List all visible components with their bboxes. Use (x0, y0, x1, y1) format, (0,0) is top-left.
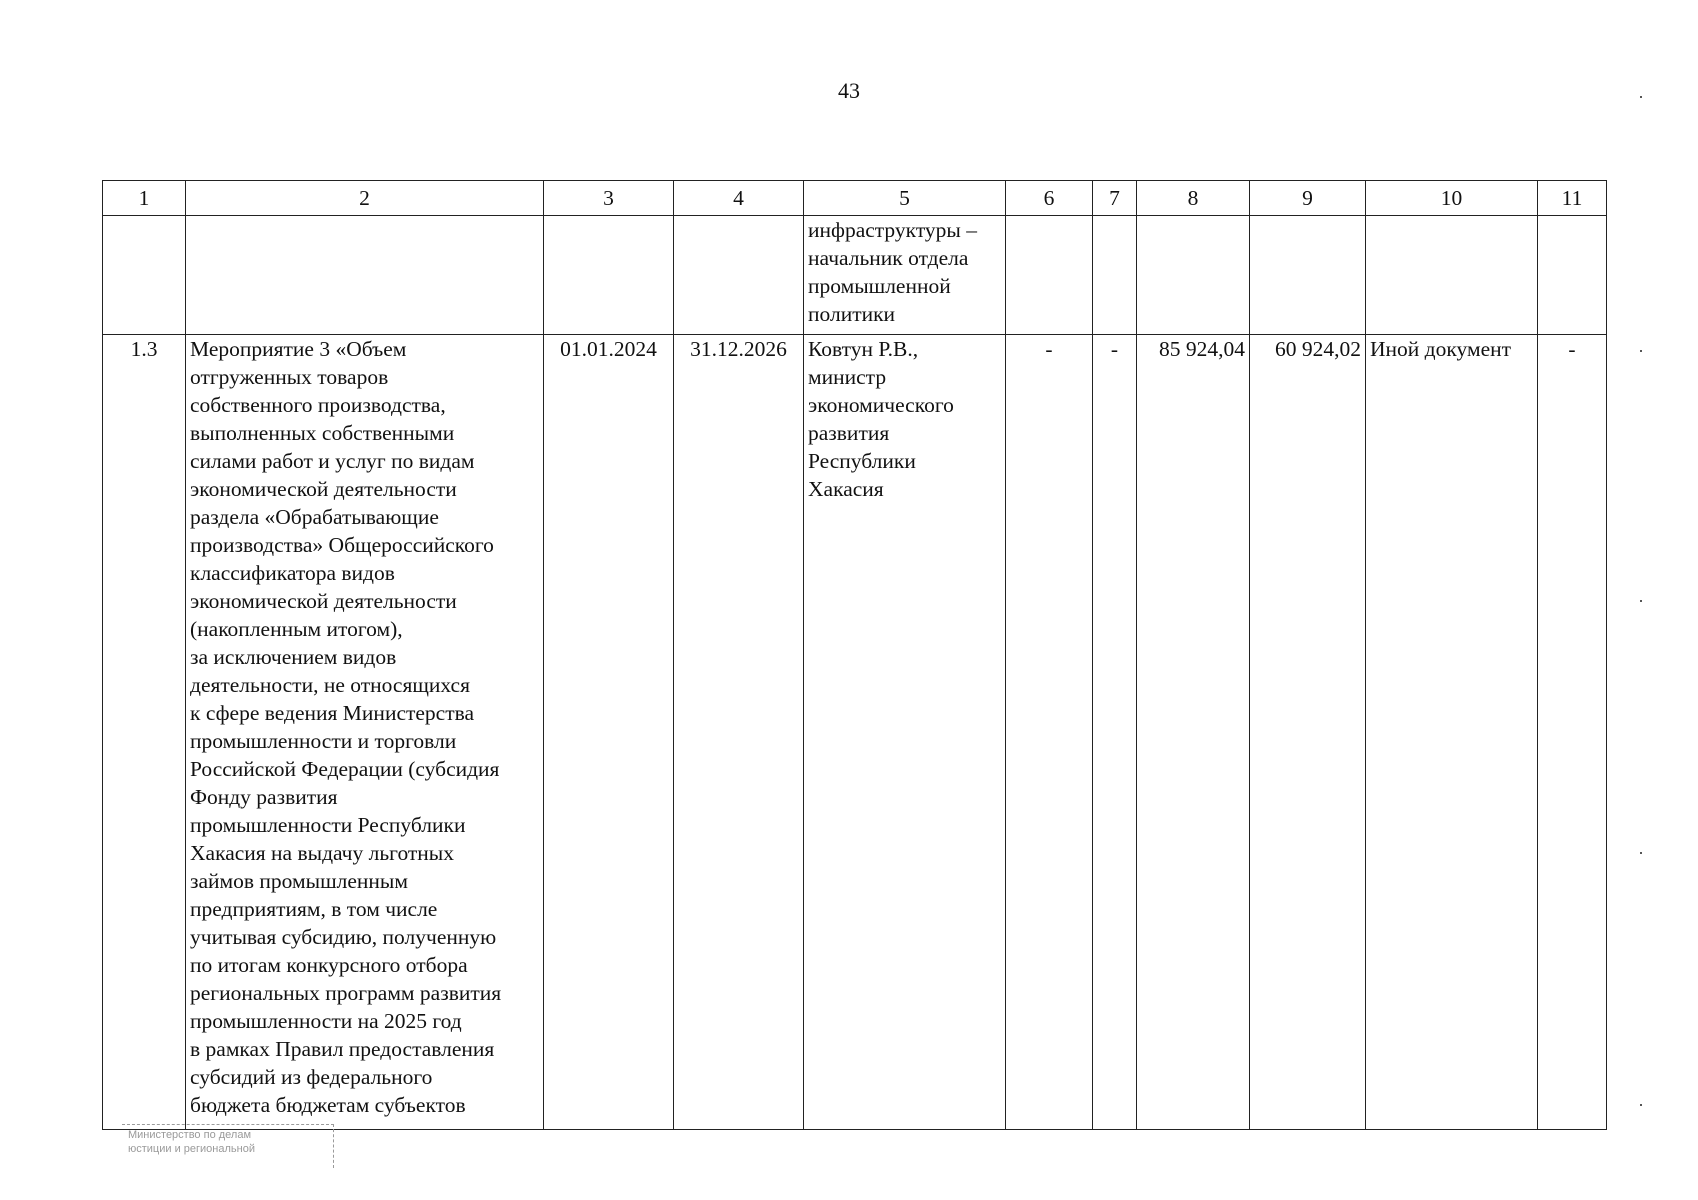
cell-empty (544, 216, 674, 335)
text-line: отгруженных товаров (190, 365, 389, 389)
stamp-line: Министерство по делам (128, 1129, 252, 1141)
header-row (103, 181, 1607, 216)
scan-dot (1640, 350, 1642, 352)
cell-description (186, 335, 544, 1130)
column-header-8: 8 (1137, 181, 1250, 216)
table-row-1-3 (103, 335, 1607, 1130)
cell-col6: - (1006, 335, 1093, 1130)
cell-responsible (804, 335, 1006, 1130)
cell-responsible-continuation (804, 216, 1006, 335)
cell-empty (1250, 216, 1366, 335)
text-line: субсидий из федерального (190, 1065, 433, 1089)
cell-start-date: 01.01.2024 (544, 335, 674, 1130)
scan-dot (1640, 852, 1642, 854)
text-line: развития (808, 421, 890, 445)
cell-empty (186, 216, 544, 335)
table-row-continuation (103, 216, 1607, 335)
text-line: экономического (808, 393, 954, 417)
text-line: Ковтун Р.В., (808, 337, 919, 361)
cell-empty (1538, 216, 1607, 335)
cell-empty (103, 216, 186, 335)
scan-dot (1640, 96, 1642, 98)
column-header-6: 6 (1006, 181, 1093, 216)
text-line: классификатора видов (190, 561, 395, 585)
text-line: бюджета бюджетам субъектов (190, 1093, 466, 1117)
text-line: министр (808, 365, 887, 389)
text-line: собственного производства, (190, 393, 446, 417)
cell-empty (674, 216, 804, 335)
page-number: 43 (838, 78, 860, 103)
text-line: деятельности, не относящихся (190, 673, 470, 697)
text-line: Хакасия (808, 477, 884, 501)
column-header-9: 9 (1250, 181, 1366, 216)
text-line: Российской Федерации (субсидия (190, 757, 500, 781)
text-line: промышленности Республики (190, 813, 466, 837)
text-line: силами работ и услуг по видам (190, 449, 475, 473)
text-line: инфраструктуры – (808, 218, 977, 242)
text-line: экономической деятельности (190, 589, 457, 613)
column-header-1: 1 (103, 181, 186, 216)
text-line: к сфере ведения Министерства (190, 701, 475, 725)
text-line: раздела «Обрабатывающие (190, 505, 439, 529)
cell-col7: - (1093, 335, 1137, 1130)
text-line: промышленности и торговли (190, 729, 457, 753)
text-line: экономической деятельности (190, 477, 457, 501)
activities-table (102, 180, 1607, 1130)
text-line: Мероприятие 3 «Объем (190, 337, 407, 361)
text-line: производства» Общероссийского (190, 533, 494, 557)
cell-document-type: Иной документ (1366, 335, 1538, 1130)
text-line: начальник отдела (808, 246, 969, 270)
cell-empty (1006, 216, 1093, 335)
column-header-4: 4 (674, 181, 804, 216)
text-line: предприятиям, в том числе (190, 897, 438, 921)
text-line: за исключением видов (190, 645, 397, 669)
scan-dot (1640, 1104, 1642, 1106)
cell-col9-amount: 60 924,02 (1250, 335, 1366, 1130)
text-line: по итогам конкурсного отбора (190, 953, 468, 977)
cell-col8-amount: 85 924,04 (1137, 335, 1250, 1130)
text-line: займов промышленным (190, 869, 408, 893)
column-header-3: 3 (544, 181, 674, 216)
text-line: промышленной (808, 274, 951, 298)
text-line: региональных программ развития (190, 981, 502, 1005)
registration-stamp (122, 1124, 334, 1168)
text-line: Фонду развития (190, 785, 338, 809)
column-header-5: 5 (804, 181, 1006, 216)
text-line: политики (808, 302, 896, 326)
column-header-2: 2 (186, 181, 544, 216)
scan-dot (1640, 600, 1642, 602)
text-line: Хакасия на выдачу льготных (190, 841, 455, 865)
text-line: Республики (808, 449, 916, 473)
cell-empty (1137, 216, 1250, 335)
text-line: в рамках Правил предоставления (190, 1037, 495, 1061)
cell-empty (1093, 216, 1137, 335)
cell-col11: - (1538, 335, 1607, 1130)
column-header-11: 11 (1538, 181, 1607, 216)
column-header-7: 7 (1093, 181, 1137, 216)
text-line: (накопленным итогом), (190, 617, 403, 641)
stamp-line: юстиции и региональной (128, 1143, 255, 1155)
text-line: выполненных собственными (190, 421, 455, 445)
cell-empty (1366, 216, 1538, 335)
cell-end-date: 31.12.2026 (674, 335, 804, 1130)
text-line: учитывая субсидию, полученную (190, 925, 497, 949)
text-line: промышленности на 2025 год (190, 1009, 462, 1033)
cell-number: 1.3 (103, 335, 186, 1130)
column-header-10: 10 (1366, 181, 1538, 216)
